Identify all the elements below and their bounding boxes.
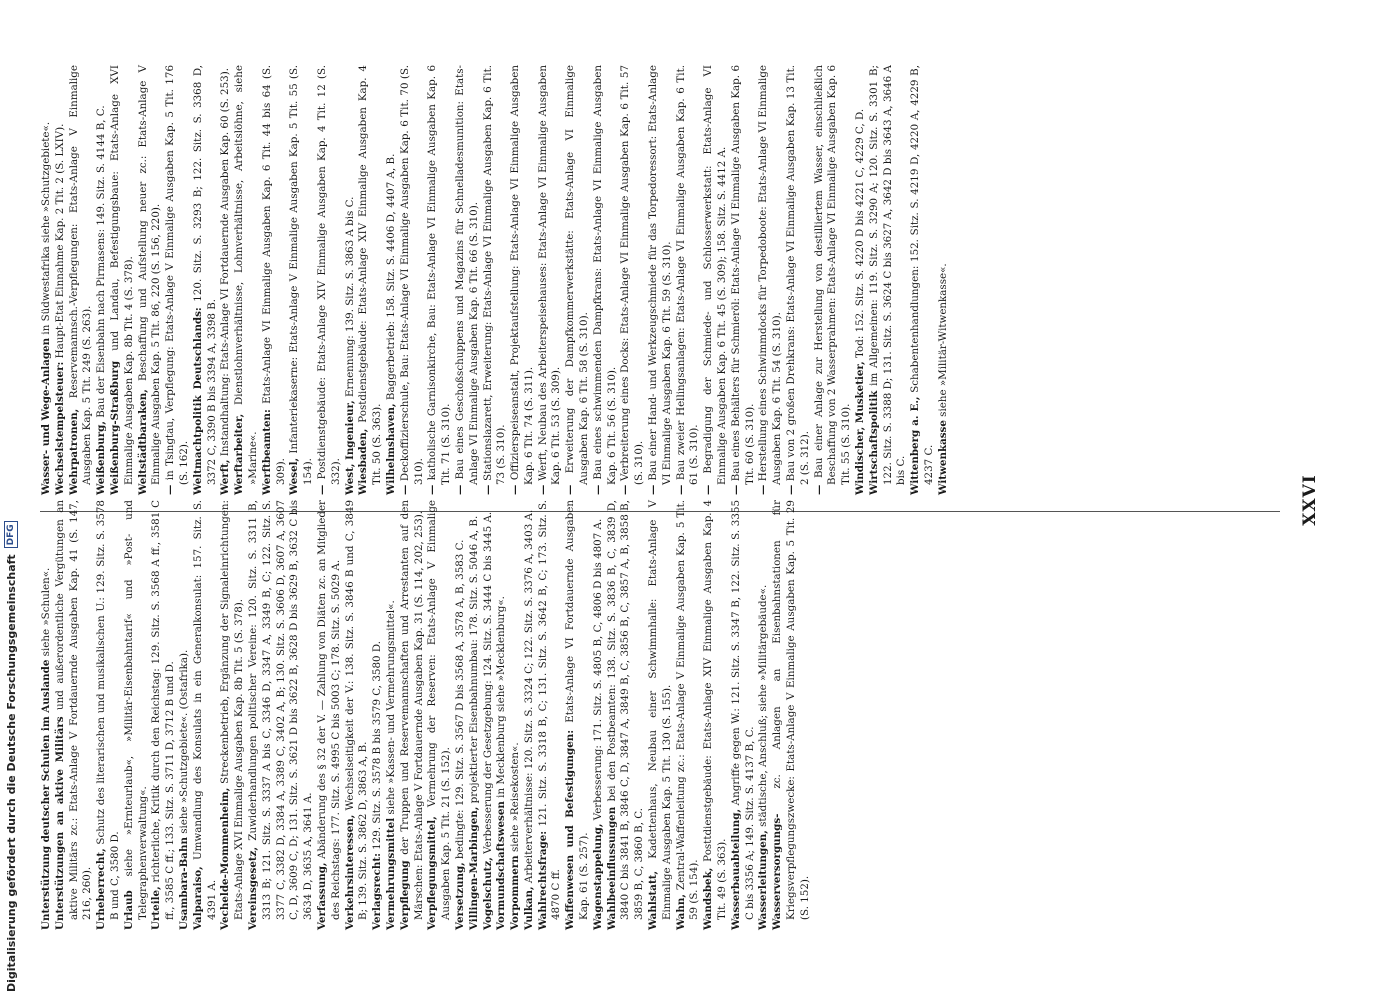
entry-text: Bau von 2 großen Drehkrans: Etats-Anlage VI Einmalige Ausgaben Kap. 13 Tit. 2 (S. 312). (785, 65, 811, 485)
entry-text: Erweiterung der Dampfkommerwerkstätte: Etats-Anlage VI Einmalige Ausgaben Kap. 6 Tit. 58 (S. 310). (564, 65, 591, 485)
entry-heading: — (315, 484, 328, 495)
entry-text: Reservemannsch.-Verpflegungen: Etats-Anlage V Einmalige Ausgaben Kap. 5 Tit. 249 (S. 263). (67, 65, 94, 485)
entry-text: Postdienstgebäude: Etats-Anlage XIV Einmalige Ausgaben Kap. 4 Tit. 12 (S. 332). (315, 65, 342, 485)
index-entry (54, 500, 95, 930)
entry-heading: — (398, 484, 411, 495)
index-entry (675, 65, 703, 495)
entry-text: Infanteriekaserne: Etats-Anlage V Einmalige Ausgaben Kap. 5 Tit. 55 (S. 154). (288, 65, 315, 485)
index-entry (482, 500, 496, 930)
index-entry (868, 65, 909, 495)
index-entry (592, 500, 606, 930)
entry-text: Stationslazarett, Erweiterung: Etats-Anlage VI Einmalige Ausgaben Kap. 6 Tit. 73 (S. 310). (481, 65, 508, 485)
entry-heading: — (509, 484, 522, 495)
entry-text: Verbesserung: 171. Sitz. S. 4805 B, C, 4806 D bis 4807 A. (591, 518, 604, 824)
entry-text: siehe »Schutzgebiete«. (Ostafrika). (177, 649, 190, 838)
entry-heading: Vormundschaftswesen (495, 801, 508, 930)
entry-heading: Werftarbeiter, (233, 413, 246, 495)
entry-heading: Urheberrecht, (95, 848, 108, 930)
entry-heading: Wesel, (288, 457, 301, 495)
index-entry (95, 500, 123, 930)
entry-text: und außerordentliche Vergütungen an aktive Militärs zc.: Etats-Anlage V Fortdauernde Ausgaben Kap. 41 (S. 147, 216, 260). (53, 500, 94, 920)
entry-text: Instandhaltung: Etats-Anlage VI Fortdauernde Ausgaben Kap. 60 (S. 253). (219, 68, 232, 460)
entry-heading: Villingen-Marbingen, (467, 806, 480, 930)
index-entry (288, 65, 316, 495)
entry-heading: Wandsbek, (702, 867, 715, 930)
entry-text: 120. Sitz. S. 3293 B; 122. Sitz. S. 3368 D, 3372 C, 3390 B bis 3394 A, 3398 B. (191, 65, 218, 485)
entry-heading: Unterstützungen an aktive Militärs (53, 716, 66, 930)
entry-text: 129. Sitz. S. 3578 B bis 3579 C, 3580 D. (371, 641, 384, 854)
index-entry (757, 500, 771, 930)
index-entry (109, 65, 137, 495)
index-entry (247, 500, 316, 930)
entry-heading: Vorpommern (509, 855, 522, 930)
entry-text: Offizierspeiseanstalt, Projektaufstellung: Etats-Anlage VI Einmalige Ausgaben Kap. 6 Tit. 74 (S. 311). (509, 65, 535, 485)
index-entry (730, 500, 758, 930)
entry-heading: Weltstädtbaraken, (136, 389, 149, 495)
index-entry (150, 500, 178, 930)
entry-text: richterliche, Kritik durch den Reichstag: 129. Sitz. S. 3568 A ff., 3581 C ff., 3585 C ff.; 133. Sitz. S. 3711 D, 3712 B und D. (150, 500, 177, 920)
entry-text: und Landau, Befestigungsbaue: Etats-Anlage XVI Einmalige Ausgaben Kap. 8b Tit. 4 (S. 378). (108, 65, 135, 485)
entry-heading: Weißenburg, (95, 421, 108, 495)
index-entry (40, 500, 54, 930)
index-entry (785, 65, 813, 495)
index-entry (164, 65, 192, 495)
index-entry (757, 65, 785, 495)
index-entry (95, 65, 109, 495)
index-entry (495, 500, 509, 930)
entry-text: siehe »Militär-Witwenkasse«. (936, 263, 949, 421)
index-entry (399, 65, 427, 495)
entry-heading: — (757, 484, 770, 495)
entry-text: Zuwiderhandlungen politischer Vereine: 120. Sitz. S. 3311 B, 3313 B; 121. Sitz. S. 3337 A bis C, 3346 D, 3347 A, 3349 B, C; 122. Sitz. S. 3377 C, 3382 D, 3384 A, 3389 C, 3402 A, B; 130. Sitz. S. 3606 D, 3607 A, 3607 C, D, 3609 C, D; 131. Sitz. S. 3621 D bis 3622 B, 3628 D bis 3629 B, 3632 C bis 3634 D, 3635 A, 3641 A. (246, 500, 315, 920)
entry-heading: — (536, 484, 549, 495)
index-entry (178, 500, 192, 930)
entry-text: Etats-Anlage VI Einmalige Ausgaben Kap. 6 Tit. 44 bis 64 (S. 309). (260, 65, 287, 485)
entry-heading: Wasserleitungen, (757, 830, 770, 930)
index-entry (40, 65, 54, 495)
entry-heading: Vermehrungsmittel (384, 817, 397, 930)
index-entry (344, 500, 372, 930)
entry-heading: Verkehrsinteressen, (343, 814, 356, 930)
entry-text: bei den Postbeamten: 138. Sitz. S. 3836 B, C, 3839 D, 3840 C bis 3841 B, 3846 C, D, 3847 A, 3849 B, C, 3856 B, C, 3857 A, B, 3858 B, 3859 B, C, 3860 B, C. (605, 500, 646, 920)
entry-text: Postdienstgebäude: Etats-Anlage XIV Einmalige Ausgaben Kap. 4 Tit. 50 (S. 363). (357, 65, 384, 485)
entry-text: zc. Anlagen an Eisenbahnstationen für Kriegsverpflegungszwecke: Etats-Anlage V Einmalige Ausgaben Kap. 5 Tit. 29 (S. 152). (771, 500, 811, 920)
index-entry (426, 500, 454, 930)
entry-heading: Weltmachtpolitik Deutschlands: (191, 307, 204, 495)
entry-text: Werft, Neubau des Arbeiterspeisehauses: Etats-Anlage VI Einmalige Ausgaben Kap. 6 Tit. 53 (S. 309). (536, 65, 563, 485)
index-entry (219, 65, 233, 495)
entry-text: Posttdienstgebäude: Etats-Anlage XIV Einmalige Ausgaben Kap. 4 Tit. 49 (S. 363). (702, 500, 729, 920)
entry-text: Vermehrung der Reserven: Etats-Anlage V Einmalige Ausgaben Kap. 5 Tit. 21 (S. 152). (426, 500, 453, 920)
column-entries (40, 65, 951, 495)
index-entry (537, 500, 565, 930)
entry-heading: Wasser- und Wege-Anlagen (40, 337, 52, 495)
entry-text: Ernennung: 139. Sitz. S. 3863 A bis C. (343, 196, 356, 401)
index-entry (854, 65, 868, 495)
entry-text: in Mecklenburg siehe »Mecklenburg«. (495, 596, 508, 802)
entry-text: Deckoffizierschule, Bau: Etats-Anlage VI Einmalige Ausgaben Kap. 6 Tit. 70 (S. 310). (398, 65, 425, 485)
entry-text: Bau eines Behälters für Schmieröl: Etats-Anlage VI Einmalige Ausgaben Kap. 6 Tit. 60 (S. 310). (729, 65, 756, 485)
index-entry (316, 65, 344, 495)
entry-text: Etats-Anlage VI Fortdauernde Ausgaben Kap. 61 (S. 257). (564, 500, 591, 920)
entry-text: Umwandlung des Konsulats in ein Generalkonsulat: 157. Sitz. S. 4391 A. (191, 500, 218, 920)
index-entry (233, 65, 261, 495)
index-entry (523, 500, 537, 930)
index-entry (564, 500, 592, 930)
entry-heading: Verlagsrecht: (371, 853, 384, 930)
entry-heading: Vechelde-Mommenheim, (219, 787, 232, 930)
dfg-logo: DFG (4, 521, 18, 548)
entry-heading: Verfassung, (315, 862, 328, 930)
entry-heading: — (702, 484, 715, 495)
index-entry (482, 65, 510, 495)
index-entry (606, 500, 647, 930)
entry-heading: — (481, 484, 494, 495)
entry-heading: Urteile, (150, 886, 163, 930)
entry-heading: Unterstützung deutscher Schulen im Auslande (40, 659, 52, 930)
entry-heading: — (647, 484, 660, 495)
entry-text: Bau eines Geschoßschuppens und Magazins für Schnelladesmunition: Etats-Anlage VI Einmalige Ausgaben Kap. 6 Tit. 66 (S. 310). (453, 65, 480, 485)
column-entries (40, 500, 813, 930)
index-entry (509, 500, 523, 930)
entry-heading: Wahlstatt, (647, 870, 660, 930)
credit-text: Digitalisierung gefördert durch die Deutsche Forschungsgemeinschaft (4, 554, 18, 992)
entry-heading: Verpflegungsmittel, (426, 816, 439, 930)
index-entry (468, 500, 482, 930)
entry-text: Angriffe gegen W.: 121. Sitz. S. 3347 B, 122. Sitz. S. 3355 C bis 3356 A; 149. Sitz. S. 4137 B, C. (729, 500, 756, 920)
index-entry (813, 65, 854, 495)
entry-text: in Südwestafrika siehe »Schutzgebiete«. (40, 121, 52, 338)
entry-heading: — (812, 484, 825, 495)
index-entry (54, 65, 68, 495)
entry-heading: Versetzung, (453, 862, 466, 930)
entry-heading: Valparaiso, (191, 866, 204, 930)
entry-text: Schutz des literarischen und musikalischen U.: 129. Sitz. S. 3578 B und C, 3580 D. (95, 500, 121, 920)
entry-heading: Weißenburg-Straßburg (108, 360, 121, 495)
entry-heading: — (453, 484, 466, 495)
entry-heading: Wasserbauabteilung, (729, 808, 742, 930)
index-entry (592, 65, 620, 495)
entry-heading: Werft, (219, 459, 232, 495)
index-entry (537, 65, 565, 495)
entry-text: Begradigung der Schmiede- und Schlosserwerkstatt: Etats-Anlage VI Einmalige Ausgaben Kap. 6 Tit. 45 (S. 309); 158. Sitz. S. 4412 A. (702, 65, 729, 485)
entry-heading: Wittenberg a. E., (909, 396, 922, 495)
entry-heading: Wechselstempelsteuer: (53, 361, 66, 495)
entry-heading: Wagenstappelung, (591, 823, 604, 930)
entry-text: Verbreiterung eines Docks: Etats-Anlage VI Einmalige Ausgaben Kap. 6 Tit. 57 (S. 310). (619, 65, 646, 485)
entry-heading: Vereinsgesetz, (246, 846, 259, 930)
entry-heading: Verpflegung (398, 860, 411, 930)
entry-text: Arbeiterverhältnisse: 120. Sitz. S. 3324 C; 122. Sitz. S. 3376 A, 3403 A. (522, 509, 535, 887)
index-entry (454, 500, 468, 930)
entry-text: Beschaffung und Aufstellung neuer zc.: Etats-Anlage V Einmalige Ausgaben Kap. 5 Tit. 86, 220 (S. 156, 220). (136, 65, 163, 485)
entry-text: Zentral-Waffenleitung zc.: Etats-Anlage V Einmalige Ausgaben Kap. 5 Tit. 59 (S. 154). (674, 500, 701, 920)
entry-text: katholische Garnisonkirche, Bau: Etats-Anlage VI Einmalige Ausgaben Kap. 6 Tit. 71 (S. 310). (426, 65, 453, 485)
entry-text: projektierter Eisenbahnumbau: 178. Sitz. S. 5046 A, B. (467, 515, 480, 807)
index-entry (344, 65, 358, 495)
entry-text: Baggerbetrieb: 158. Sitz. S. 4406 D, 4407 A, B. (384, 153, 397, 404)
entry-text: Bau eines schwimmenden Dampfkrans: Etats-Anlage VI Einmalige Ausgaben Kap. 6 Tit. 56 (S. 310). (591, 65, 618, 485)
entry-text: bedingte: 129. Sitz. S. 3567 D bis 3568 A, 3578 A, B, 3583 C. (453, 539, 466, 863)
index-entry (647, 500, 675, 930)
index-entry (357, 65, 385, 495)
entry-text: Kadettenhaus, Neubau einer Schwimmhalle: Etats-Anlage V Einmalige Ausgaben Kap. 5 Tit. 130 (S. 155). (647, 500, 673, 920)
page-number: XXVI (1300, 474, 1320, 526)
entry-text: der Truppen und Reservemannschaften und Arrestanten auf den Märschen: Etats-Anlage V Fortdauernde Ausgaben Kap. 31 (S. 114, 202, 253). (398, 500, 425, 920)
digitization-credit (0, 2, 22, 992)
index-entry (371, 500, 385, 930)
entry-text: Tod: 152. Sitz. S. 4220 D bis 4221 C, 4229 C, D. (854, 108, 867, 362)
entry-heading: Wilhelmshaven, (384, 403, 397, 495)
entry-heading: — (591, 484, 604, 495)
index-entry (909, 65, 937, 495)
entry-heading: — (674, 484, 687, 495)
entry-text: Streckenbetrieb, Ergänzung der Signaleinrichtungen: Etats-Anlage XVI Einmalige Ausgaben Kap. 8b Tit. 5 (S. 378). (219, 500, 246, 920)
index-entry (647, 65, 675, 495)
index-entry (937, 65, 951, 495)
index-entry (68, 65, 96, 495)
entry-text: städtische, Anschluß; siehe »Militärgebäude«. (757, 584, 770, 831)
index-entry (192, 65, 220, 495)
entry-heading: Waffenwesen und Befestigungen: (564, 729, 577, 930)
entry-text: Bau der Eisenbahn nach Pirmasens: 149. Sitz. S. 4144 B, C. (95, 105, 108, 422)
entry-text: in Tsingtau, Verpflegung: Etats-Anlage V Einmalige Ausgaben Kap. 5 Tit. 176 (S. 162). (164, 65, 190, 485)
index-entry (219, 500, 247, 930)
index-entry (771, 500, 812, 930)
entry-text: Dienstlohnverhältnisse, Lohnverhältnisse, Arbeitslöhne, siehe »Marine«. (233, 65, 259, 485)
entry-heading: — (426, 484, 439, 495)
entry-text: Bau einer Anlage zur Herstellung von destilliertem Wasser, einschließlich Beschaffung von 2 Wasserprahmen: Etats-Anlage VI Einmalige Ausgaben Kap. 6 Tit. 55 (S. 310). (812, 65, 853, 485)
index-entry (619, 65, 647, 495)
entry-heading: Vogelschutz, (481, 857, 494, 930)
entry-heading: — (164, 484, 177, 495)
entry-heading: Werftbeamten: (260, 409, 273, 495)
entry-text: Herstellung eines Schwimmdocks für Torpedoboote: Etats-Anlage VI Einmalige Ausgaben Kap. 6 Tit. 54 (S. 310). (757, 65, 784, 485)
index-entry (261, 65, 289, 495)
index-entry (702, 500, 730, 930)
entry-heading: — (619, 484, 632, 495)
index-entry (399, 500, 427, 930)
entry-heading: Wahlbeeinflussungen (605, 806, 618, 930)
index-entry (123, 500, 151, 930)
entry-text: Schabentenhandlungen: 152. Sitz. S. 4219 D, 4220 A, 4229 B, 4237 C. (909, 65, 935, 485)
entry-heading: — (729, 484, 742, 495)
entry-heading: Wiesbaden, (357, 428, 370, 495)
entry-text: siehe »Reisekosten«. (509, 742, 522, 856)
entry-text: Bau einer Hand- und Werkzeugschmiede für das Torpedoressort: Etats-Anlage VI Einmalige Ausgaben Kap. 6 Tit. 59 (S. 310). (647, 65, 673, 485)
index-entry (702, 65, 730, 495)
entry-heading: — (785, 484, 798, 495)
entry-heading: Wirtschaftspolitik (867, 390, 880, 495)
index-entry (192, 500, 220, 930)
entry-heading: Vulkan, (522, 886, 535, 930)
index-entry (509, 65, 537, 495)
index-entry (730, 65, 758, 495)
entry-heading: Wasserversorgungs- (771, 813, 784, 930)
index-entry (426, 65, 454, 495)
entry-heading: — (564, 484, 577, 495)
index-entry (564, 65, 592, 495)
entry-heading: Wehrpatronen, (67, 408, 80, 495)
entry-text: siehe »Ernteurlaub«, »Militär-Eisenbahntarif« und »Post- und Telegraphenverwaltung«. (122, 500, 149, 920)
entry-heading: Witwenkasse (936, 420, 949, 495)
index-entry (385, 500, 399, 930)
index-entry (385, 65, 399, 495)
entry-text: siehe »Kassen- und Vermehrungsmittel«. (384, 600, 397, 818)
entry-text: Bau zweier Hellingsanlagen: Etats-Anlage VI Einmalige Ausgaben Kap. 6 Tit. 61 (S. 310). (674, 65, 701, 485)
entry-text: Verbesserung der Gesetzgebung: 124. Sitz. S. 3444 C bis 3445 A. (481, 511, 494, 858)
entry-heading: Windischer, Musketier, (854, 361, 867, 495)
index-entry (454, 65, 482, 495)
entry-text: im Allgemeinen: 119. Sitz. S. 3290 A; 120. Sitz. S. 3301 B; 122. Sitz. S. 3388 D; 131. Sitz. S. 3624 C bis 3627 A, 3642 D bis 3643 A, 3646 A bis C. (867, 65, 908, 485)
entry-heading: Wahlrechtsfrage: (536, 830, 549, 930)
entry-heading: Urlaub (122, 890, 135, 930)
entry-heading: Wahn, (674, 894, 687, 930)
entry-text: Wechselseitigkeit der V.: 138. Sitz. S. 3846 B und C, 3849 B; 139. Sitz. S. 3862 D, 3863 A, B. (343, 500, 370, 920)
entry-text: Haupt-Etat Einnahme Kap. 2 Tit. 2 (S. LXIV). (53, 123, 66, 362)
entry-heading: Usambara-Bahn (177, 837, 190, 930)
index-entry (316, 500, 344, 930)
entry-text: 121. Sitz. S. 3318 B, C; 131. Sitz. S. 3642 B, C; 173. Sitz. S. 4870 C ff. (536, 500, 563, 920)
index-entry (675, 500, 703, 930)
index-entry (137, 65, 165, 495)
entry-text: siehe »Schulen«. (40, 567, 52, 660)
entry-heading: West, Ingenieur, (343, 400, 356, 495)
entry-text: Abänderung des § 32 der V. — Zahlung von Diäten zc. an Mitglieder des Reichstags: 177. Sitz. S. 4995 C bis 5003 C; 178. Sitz. S. 5029 A. (315, 500, 342, 920)
